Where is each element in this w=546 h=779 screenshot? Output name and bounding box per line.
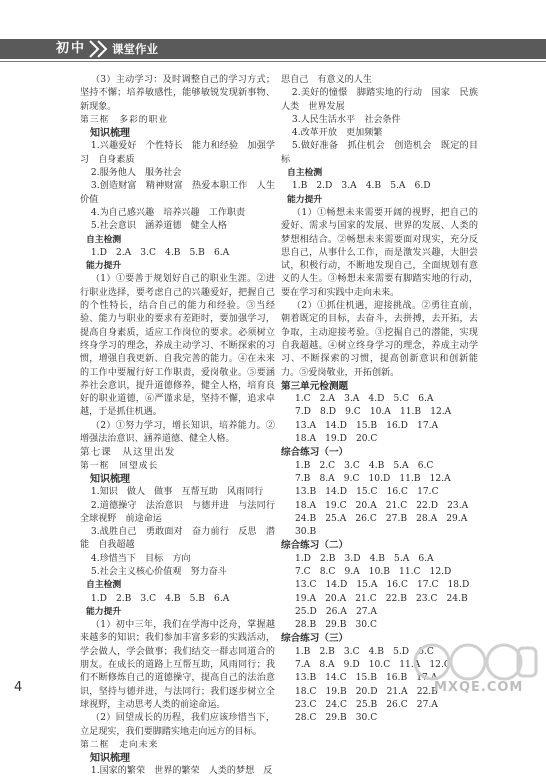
answer-line: 1.兴趣爱好 个性特长 能力和经验 加强学习 自身素质: [80, 141, 275, 165]
lesson-title: 第七课 从这里出发: [80, 447, 176, 459]
header-rule: [0, 61, 546, 62]
practice-title-1: 综合练习（一）: [281, 447, 349, 459]
answer-line: 4.为自己感兴趣 培养兴趣 工作职责: [90, 207, 246, 218]
answer-line: 1.国家的繁荣 世界的繁荣 人类的梦想 反: [90, 766, 273, 777]
answer-line: 1.知识 做人 做事 互帮互助 风雨同行: [90, 487, 264, 498]
paragraph: （2）①抓住机遇，迎接挑战。②勇往直前，朝着既定的目标，去奋斗，去拼搏，去开拓，去争取，主动迎接考验。③挖掘自己的潜能，实现自我超越。④树立终身学习的理念，养成主动学习、不断探索的习惯，提高创新意识和创新能力。⑤爱岗敬业，开拓创新。: [281, 301, 478, 378]
heading-self-check: 自主检测: [287, 168, 323, 179]
page-number: 4: [14, 680, 23, 695]
section-title: 第二框 走向未来: [80, 739, 159, 750]
answer-line: 思自己 有意义的人生: [281, 75, 372, 85]
paragraph: （3）主动学习：及时调整自己的学习方式；坚持不懈；培养敏感性，能够敏锐发现新事物、新现象。: [80, 75, 275, 112]
practice-title-3: 综合练习（三）: [281, 633, 349, 645]
paragraph: （1）①要善于规划好自己的职业生涯。②进行职业选择，要考虑自己的兴趣爱好，把握自己的个性特长，结合自己的能力和经验。③当经验、能力与职业的要求有差距时，要加强学习，提高自身素质，适应工作岗位的要求。必须树立终身学习的理念，养成主动学习、不断探索的习惯，增强自我更新、自我完善的能力。④在未来的工作中要履行好工作职责，爱岗敬业。⑤要涵养社会意识，提升道德修养，健全人格，培育良好的职业道德，⑥严谨求是，坚持不懈，追求卓越，于是抓住机遇。: [80, 274, 275, 418]
page-header: [0, 0, 546, 74]
paragraph: （1）①畅想未来需要开阔的视野，把自己的爱好、需求与国家的发展、世界的发展、人类的梦想相结合。②畅想未来需要面对现实，充分反思自己，从事什么工作，而是激发兴趣，大胆尝试，积极行动，不断地发现自己，全面规划有意义的人生。③畅想未来需要有脚踏实地的行动，要在学习和实践中走向未来。: [281, 207, 478, 298]
heading-knowledge: 知识梳理: [90, 473, 130, 485]
answer-row: 18.A 19.C 20.A 21.C 22.D 23.A: [295, 500, 469, 511]
double-chevron-icon: [88, 39, 110, 59]
answer-line: 2.美好的憧憬 脚踏实地的行动 国家 民族 人类 世界发展: [281, 88, 488, 112]
answer-line: 4.珍惜当下 目标 方向: [90, 553, 191, 564]
answer-row: 1.D 2.B 3.D 4.B 5.A 6.A: [295, 553, 434, 564]
answer-row: 13.C 14.D 15.A 16.C 17.C 18.D: [295, 580, 470, 591]
answer-row: 7.C 8.C 9.A 10.B 11.C 12.D: [295, 566, 452, 577]
heading-improve: 能力提升: [86, 606, 122, 617]
answer-row: 28.C 29.B 30.C: [295, 713, 378, 724]
answer-row: 30.B: [295, 527, 317, 538]
answer-row: 25.D 26.A 27.A: [295, 606, 377, 617]
answer-line: 1.B 2.D 3.A 4.B 5.A 6.D: [291, 181, 431, 192]
paragraph: （1）初中三年，我们在学海中泛舟，掌握越来越多的知识；我们参加丰富多彩的实践活动，学会做人，学会做事；我们结交一群志同道合的朋友。在成长的道路上互帮互助，风雨同行；我们不断修炼自己的道德操守，提高自己的法治意识，坚持与德并进，与法同行；我们逐步树立全球视野，主动思考人类的前途命运。: [80, 620, 275, 710]
heading-improve: 能力提升: [287, 194, 323, 205]
answer-row: 7.D 8.D 9.C 10.A 11.B 12.A: [295, 407, 452, 418]
heading-self-check: 自主检测: [86, 580, 122, 591]
answer-row: 24.B 25.A 26.C 27.B 28.A 29.A: [295, 513, 468, 524]
answer-row: 18.A 19.D 20.C: [295, 434, 378, 445]
grade-label: 初中: [56, 41, 87, 56]
heading-improve: 能力提升: [86, 261, 122, 272]
answer-line: 5.社会主义核心价值观 努力奋斗: [90, 566, 227, 577]
paragraph: （2）回望成长的历程，我们应该珍惜当下，立足现实，我们要脚踏实地走向远方的目标。: [80, 713, 275, 737]
answer-line: 3.人民生活水平 社会条件: [291, 114, 401, 125]
answer-row: 13.A 14.D 15.B 16.D 17.A: [295, 420, 439, 431]
left-column: [80, 74, 285, 777]
answer-line: 1.D 2.A 3.C 4.B 5.B 6.A: [90, 247, 230, 258]
answer-row: 1.C 2.A 3.A 4.D 5.C 6.A: [295, 394, 434, 405]
answer-row: 19.A 20.A 21.C 22.B 23.C 24.B: [295, 593, 468, 604]
heading-knowledge: 知识梳理: [90, 753, 130, 765]
answer-row: 13.B 14.C 15.B 16.B 17.A: [295, 673, 438, 684]
answer-line: 5.社会意识 涵养道德 健全人格: [90, 221, 227, 232]
practice-title-2: 综合练习（二）: [281, 540, 349, 552]
answer-row: 28.B 29.B 30.C: [295, 620, 377, 631]
answer-row: 7.B 8.A 9.C 10.D 11.B 12.A: [295, 473, 451, 484]
paragraph: （2）①努力学习，增长知识，培养能力。②增强法治意识、涵养道德、健全人格。: [80, 420, 275, 445]
course-title: 课堂作业: [112, 42, 158, 56]
answer-row: 1.B 2.B 3.C 4.B 5.D 6.C: [295, 646, 434, 657]
answer-row: 7.A 8.A 9.D 10.C 11.A 12.C: [295, 660, 451, 671]
heading-knowledge: 知识梳理: [90, 128, 130, 140]
answer-line: 1.D 2.B 3.C 4.B 5.B 6.A: [90, 593, 230, 604]
answer-row: 23.C 24.C 25.B 26.C 27.A: [295, 699, 438, 710]
answer-row: 1.B 2.C 3.C 4.B 5.A 6.C: [295, 460, 434, 471]
section-title: 第一框 回望成长: [80, 460, 159, 471]
answer-line: 3.战胜自己 勇敢面对 奋力前行 反思 潜能 自我超越: [80, 527, 275, 551]
section-title: 第三框 多彩的职业: [80, 114, 169, 125]
answer-row: 13.B 14.D 15.C 16.C 17.C: [295, 487, 439, 498]
answer-line: 5.做好准备 抓住机会 创造机会 既定的目标: [281, 141, 478, 165]
answer-line: 4.改革开放 更加频繁: [291, 128, 383, 139]
answer-row: 18.C 19.B 20.D 21.A 22.B: [295, 686, 438, 697]
answer-line: 2.服务他人 服务社会: [90, 168, 182, 179]
answer-line: 2.道德操守 法治意识 与德并进 与法同行 全球视野 前途命运: [80, 500, 285, 524]
heading-self-check: 自主检测: [86, 234, 122, 245]
watermark-text: MXQE.COM: [434, 680, 524, 695]
unit-test-title: 第三单元检测题: [281, 380, 349, 392]
answer-line: 3.创造财富 精神财富 热爱本职工作 人生价值: [80, 181, 275, 205]
